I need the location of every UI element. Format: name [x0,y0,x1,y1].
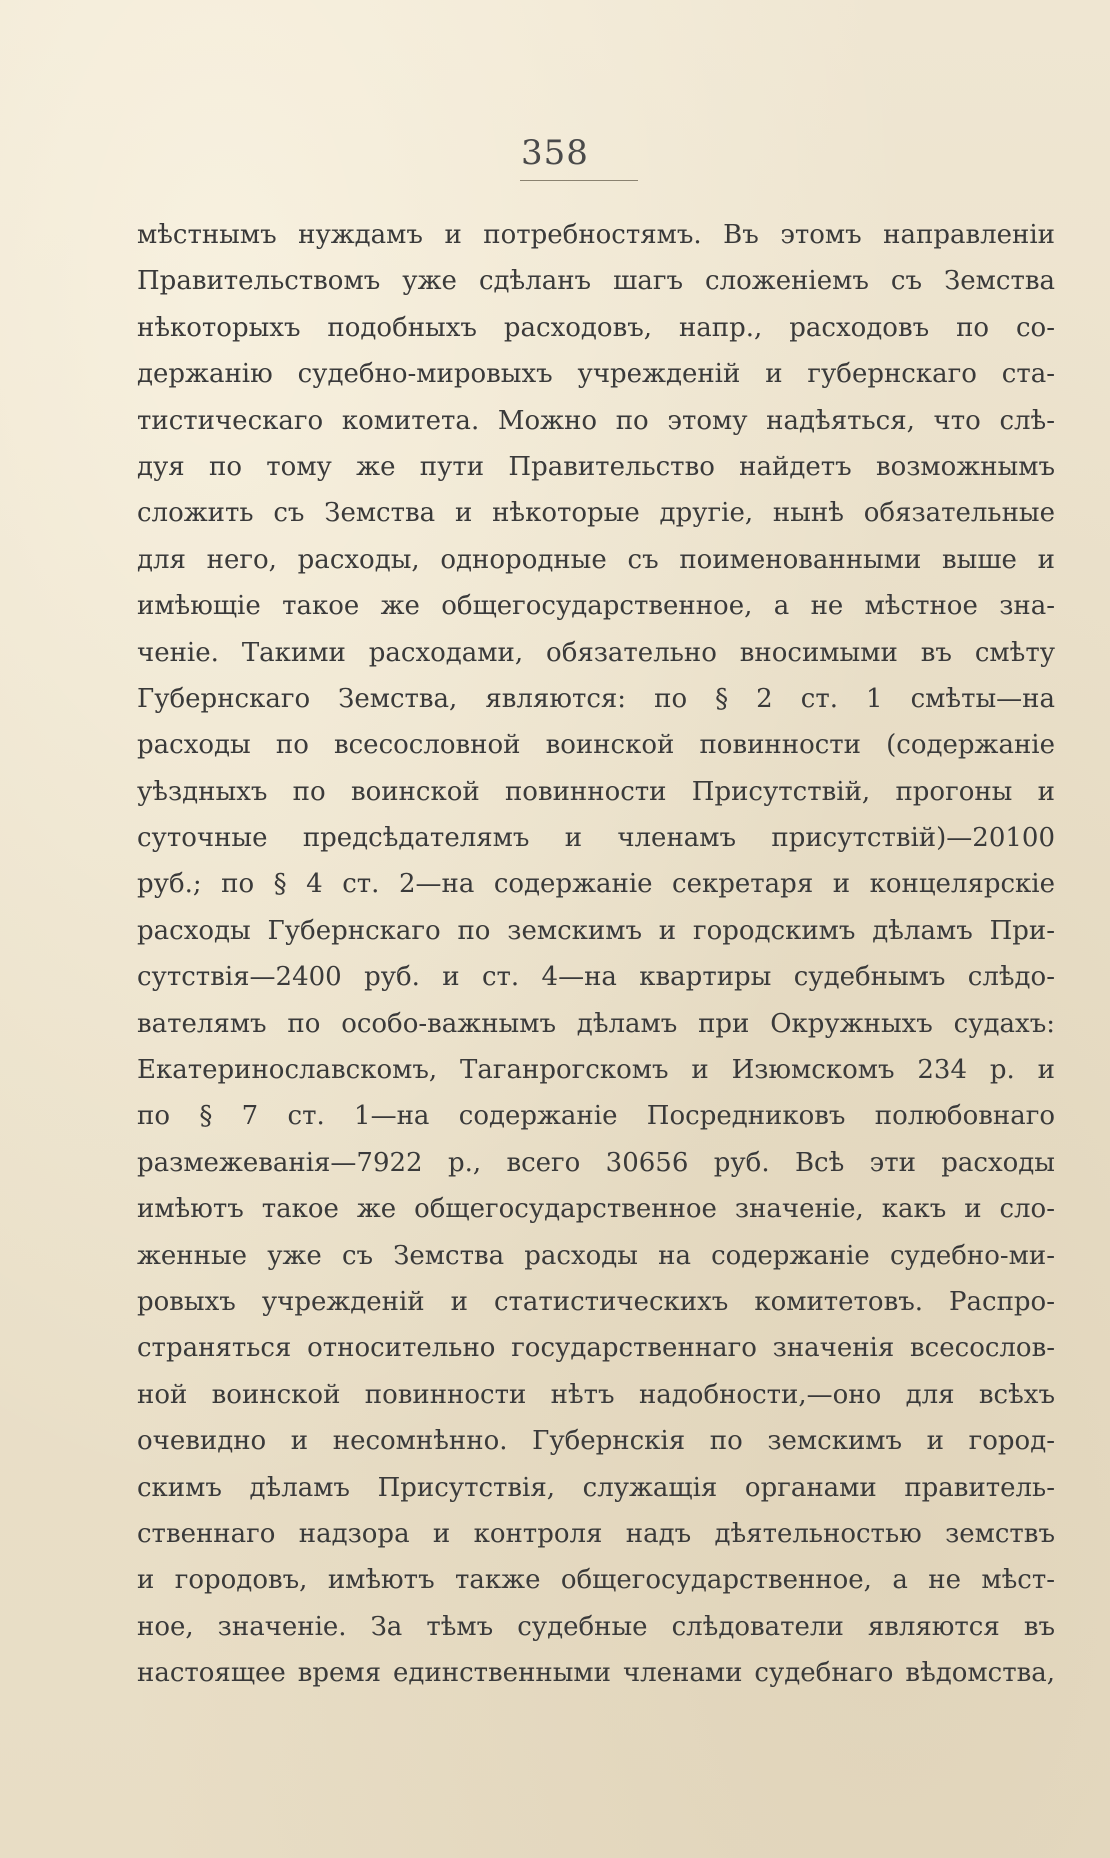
text-line: вателямъ по особо-важнымъ дѣламъ при Окружныхъ судахъ: [137,1008,1055,1039]
text-line: ное, значеніе. За тѣмъ судебные слѣдователи являются въ [137,1611,1055,1642]
text-line: расходы по всесословной воинской повинности (содержаніе [137,730,1055,761]
text-line: размежеванія—7922 р., всего 30656 руб. Всѣ эти расходы [137,1147,1055,1178]
text-line: Правительствомъ уже сдѣланъ шагъ сложеніемъ съ Земства [137,266,1055,297]
text-line: ной воинской повинности нѣтъ надобности,—оно для всѣхъ [137,1379,1055,1410]
text-line: уѣздныхъ по воинской повинности Присутствій, прогоны и [137,776,1055,807]
text-line: очевидно и несомнѣнно. Губернскія по земскимъ и город- [137,1426,1055,1457]
text-line: и городовъ, имѣютъ также общегосударственное, а не мѣст- [137,1565,1055,1596]
text-line: тистическаго комитета. Можно по этому надѣяться, что слѣ- [137,405,1055,436]
text-line: мѣстнымъ нуждамъ и потребностямъ. Въ этомъ направленіи [137,220,1055,250]
text-line: нѣкоторыхъ подобныхъ расходовъ, напр., расходовъ по со- [137,312,1055,343]
text-line: суточные предсѣдателямъ и членамъ присутствій)—20100 [137,823,1055,854]
body-text [137,212,1055,1697]
text-line: по § 7 ст. 1—на содержаніе Посредниковъ полюбовнаго [137,1101,1055,1132]
text-line: сложить съ Земства и нѣкоторые другіе, нынѣ обязательные [137,498,1055,529]
text-line: ровыхъ учрежденій и статистическихъ комитетовъ. Распро- [137,1286,1055,1317]
page-number: 358 [521,133,589,173]
text-line: дуя по тому же пути Правительство найдетъ возможнымъ [137,451,1055,482]
text-line: ственнаго надзора и контроля надъ дѣятельностью земствъ [137,1518,1055,1549]
text-line: страняться относительно государственнаго значенія всесослов- [137,1333,1055,1364]
text-line: для него, расходы, однородные съ поименованными выше и [137,544,1055,575]
page-number-rule [520,180,638,181]
text-line: расходы Губернскаго по земскимъ и городскимъ дѣламъ При- [137,915,1055,946]
text-line: Екатеринославскомъ, Таганрогскомъ и Изюмскомъ 234 р. и [137,1055,1055,1086]
text-line: Губернскаго Земства, являются: по § 2 ст. 1 смѣты—на [137,683,1055,714]
text-line: настоящее время единственными членами судебнаго вѣдомства, [137,1658,1055,1689]
text-line: руб.; по § 4 ст. 2—на содержаніе секретаря и концелярскіе [137,869,1055,900]
text-line: держанію судебно-мировыхъ учрежденій и губернскаго ста- [137,359,1055,390]
text-line: ченіе. Такими расходами, обязательно вносимыми въ смѣту [137,637,1055,668]
text-line: женные уже съ Земства расходы на содержаніе судебно-ми- [137,1240,1055,1271]
text-line: сутствія—2400 руб. и ст. 4—на квартиры судебнымъ слѣдо- [137,962,1055,993]
text-line: скимъ дѣламъ Присутствія, служащія органами правитель- [137,1472,1055,1503]
text-line: имѣющіе такое же общегосударственное, а не мѣстное зна- [137,591,1055,622]
text-line: имѣютъ такое же общегосударственное значеніе, какъ и сло- [137,1194,1055,1225]
